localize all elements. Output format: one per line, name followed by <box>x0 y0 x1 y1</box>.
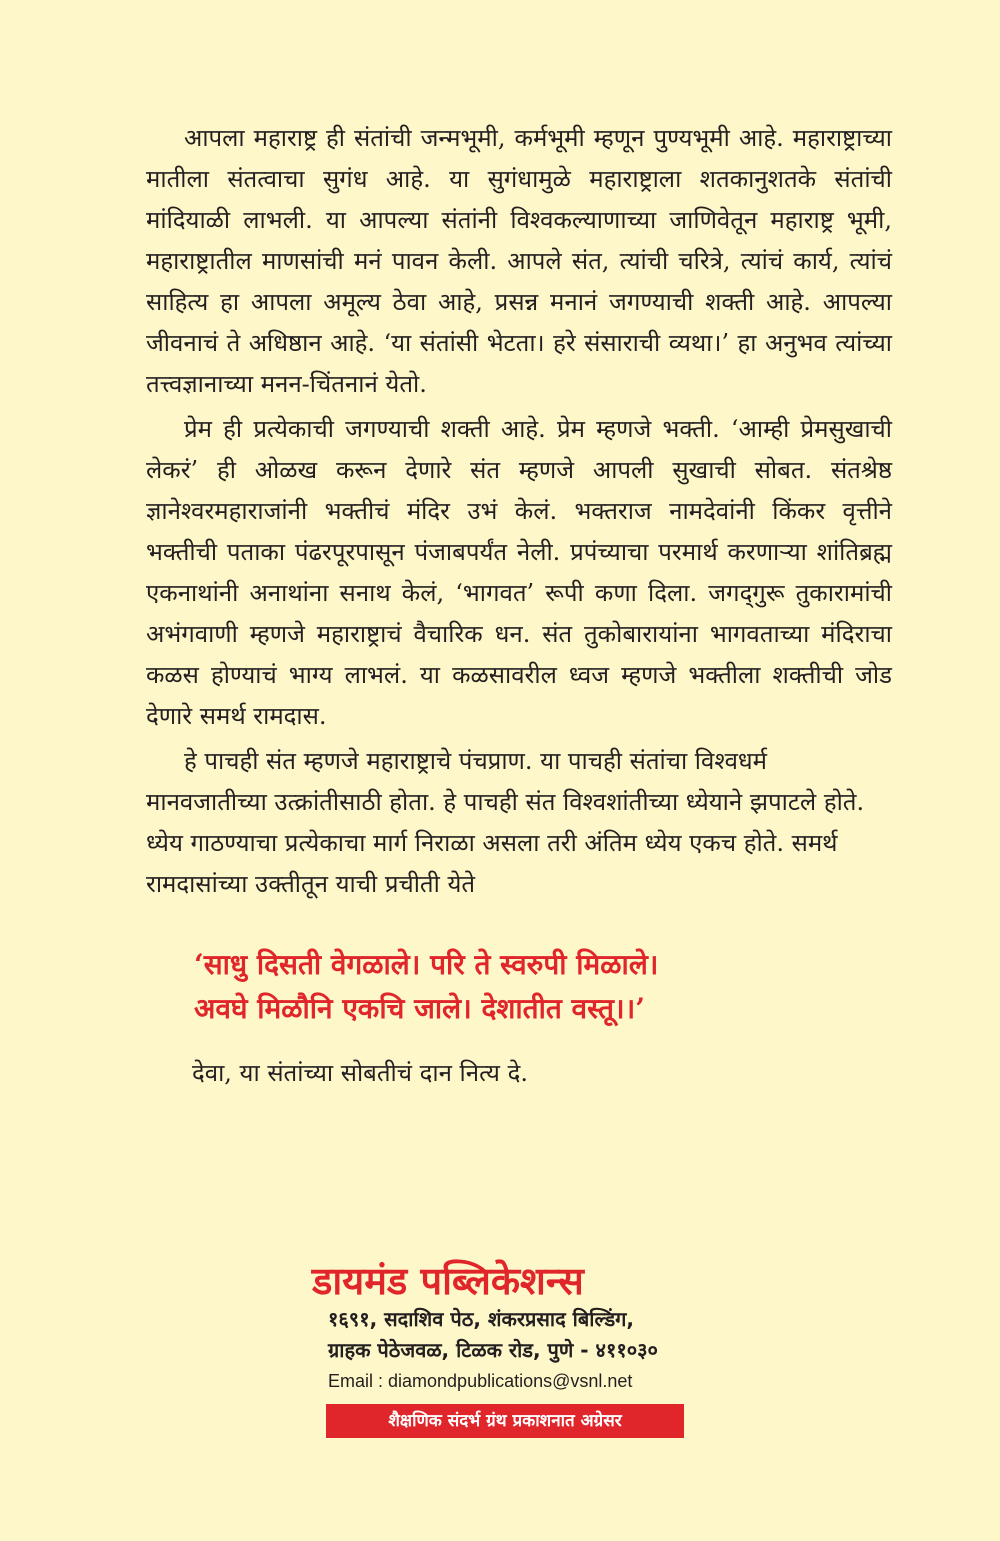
paragraph-intro: आपला महाराष्ट्र ही संतांची जन्मभूमी, कर्मभूमी म्हणून पुण्यभूमी आहे. महाराष्ट्राच्या मातीला संतत्वाचा सुगंध आहे. या सुगंधामुळे महाराष्ट्राला शतकानुशतके संतांची मांदियाळी लाभली. या आपल्या संतांनी विश्वकल्याणाच्या जाणिवेतून महाराष्ट्र भूमी, महाराष्ट्रातील माणसांची मनं पावन केली. आपले संत, त्यांची चरित्रे, त्यांचं कार्य, त्यांचं साहित्य हा आपला अमूल्य ठेवा आहे, प्रसन्न मनानं जगण्याची शक्ती आहे. आपल्या जीवनाचं ते अधिष्ठान आहे. ‘या संतांसी भेटता। हरे संसाराची व्यथा।’ हा अनुभव त्यांच्या तत्त्वज्ञानाच्या मनन-चिंतनानं येतो. <box>146 124 892 398</box>
publisher-email: Email : diamondpublications@vsnl.net <box>328 1371 633 1391</box>
verse-line: अवघे मिळौनि एकचि जाले। देशातीत वस्तू।।’ <box>194 992 645 1025</box>
publisher-name: डायमंड पब्लिकेशन्स <box>312 1259 584 1303</box>
paragraph-five-saints: हे पाचही संत म्हणजे महाराष्ट्राचे पंचप्राण. या पाचही संतांचा विश्वधर्म मानवजातीच्या उत्क्रांतीसाठी होता. हे पाचही संत विश्वशांतीच्या ध्येयाने झपाटले होते. ध्येय गाठण्याचा प्रत्येकाचा मार्ग निराळा असला तरी अंतिम ध्येय एकच होते. समर्थ रामदासांच्या उक्तीतून याची प्रचीती येते <box>146 747 865 898</box>
paragraph-devotion: प्रेम ही प्रत्येकाची जगण्याची शक्ती आहे. प्रेम म्हणजे भक्ती. ‘आम्ही प्रेमसुखाची लेकरं’ ही ओळख करून देणारे संत म्हणजे आपली सुखाची सोबत. संतश्रेष्ठ ज्ञानेश्वरमहाराजांनी भक्तीचं मंदिर उभं केलं. भक्तराज नामदेवांनी किंकर वृत्तीने भक्तीची पताका पंढरपूरपासून पंजाबपर्यंत नेली. प्रपंच्याचा परमार्थ करणाऱ्या शांतिब्रह्म एकनाथांनी अनाथांना सनाथ केलं, ‘भागवत’ रूपी कणा दिला. जगद्‌गुरू तुकारामांची अभंगवाणी म्हणजे महाराष्ट्राचं वैचारिक धन. संत तुकोबारायांना भागवताच्या मंदिराचा कळस होण्याचं भाग्य लाभलं. या कळसावरील ध्वज म्हणजे भक्तीला शक्तीची जोड देणारे समर्थ रामदास. <box>146 415 892 730</box>
publisher-address-line: १६९१, सदाशिव पेठ, शंकरप्रसाद बिल्डिंग, <box>328 1307 635 1331</box>
publisher-block <box>312 1258 712 1438</box>
closing-prayer: देवा, या संतांच्या सोबतीचं दान नित्य दे. <box>192 1059 528 1087</box>
verse-quote <box>194 943 892 1031</box>
publisher-tagline-banner: शैक्षणिक संदर्भ ग्रंथ प्रकाशनात अग्रेसर <box>326 1404 684 1438</box>
publisher-address-line: ग्राहक पेठेजवळ, टिळक रोड, पुणे - ४११०३० <box>328 1338 658 1362</box>
verse-line: ‘साधु दिसती वेगळाले। परि ते स्वरुपी मिळाले। <box>194 948 659 981</box>
back-cover-text <box>146 118 892 1093</box>
